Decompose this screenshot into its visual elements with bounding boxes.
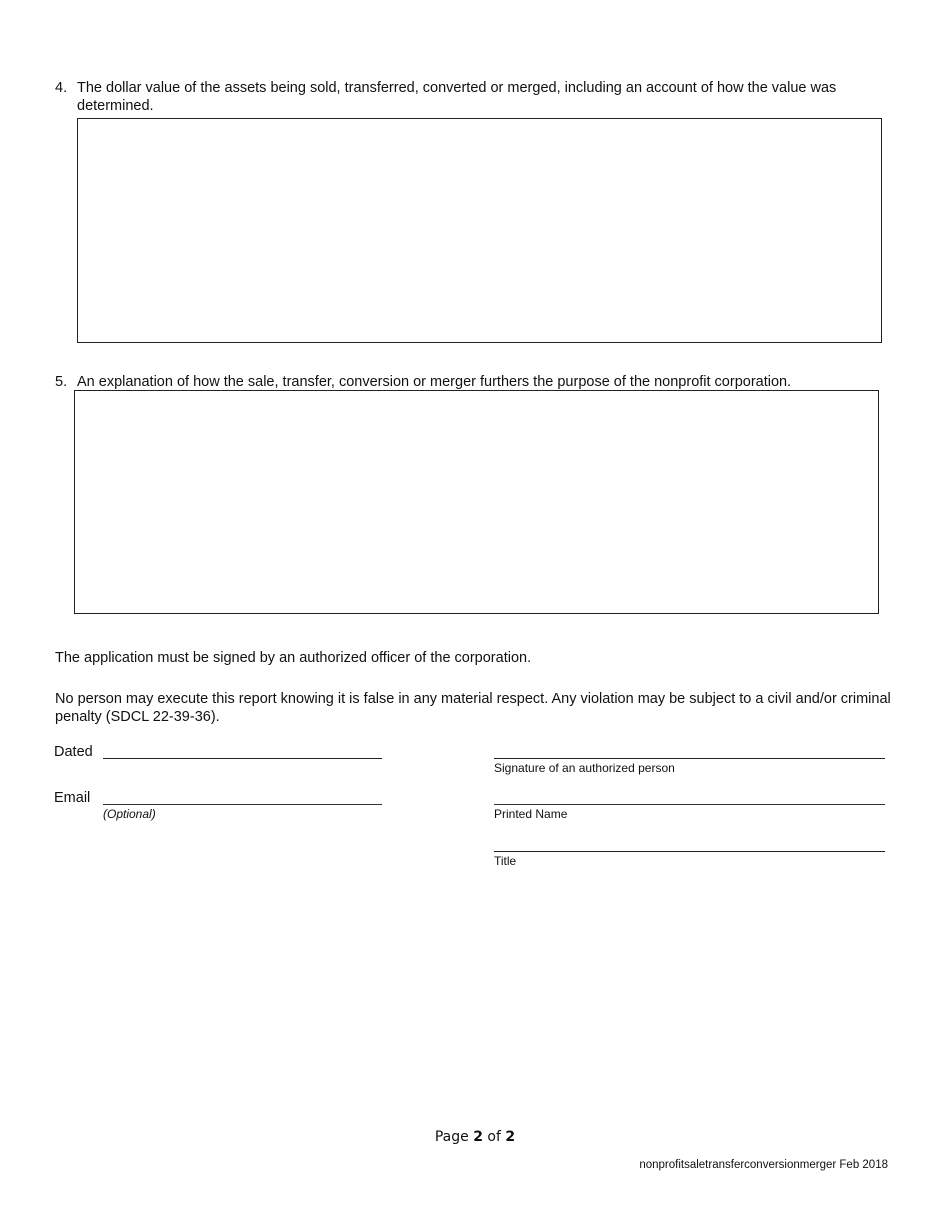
title-caption: Title [494,854,517,868]
form-id-footer: nonprofitsaletransferconversionmerger Feb 2018 [639,1159,888,1171]
question-5-number: 5. [55,374,68,390]
page-of: of [487,1129,501,1145]
dated-line[interactable] [103,758,382,759]
email-label: Email [54,790,91,806]
signature-line[interactable] [494,758,885,759]
question-4-text: The dollar value of the assets being sold, transferred, converted or merged, including an account of how the value was determined. [77,80,837,114]
email-optional-note: (Optional) [103,807,156,821]
question-4-number: 4. [55,80,68,96]
question-5-answer-box[interactable] [74,390,879,614]
title-line[interactable] [494,851,885,852]
email-line[interactable] [103,804,382,805]
question-4-answer[interactable] [78,119,881,135]
printed-name-line[interactable] [494,804,885,805]
page-current: 2 [473,1129,483,1145]
signature-caption: Signature of an authorized person [494,761,675,775]
dated-label: Dated [54,744,93,760]
question-5-text: An explanation of how the sale, transfer, conversion or merger furthers the purpose of the nonprofit corporation. [77,374,792,390]
printed-name-caption: Printed Name [494,807,568,821]
signature-notice: The application must be signed by an authorized officer of the corporation. [55,650,532,666]
page-prefix: Page [434,1129,469,1145]
question-4-answer-box[interactable] [77,118,882,343]
page-number [0,1129,950,1145]
penalty-notice: No person may execute this report knowing it is false in any material respect. Any violation may be subject to a civil and/or criminal penalty (SDCL 22-39-36). [55,691,891,725]
question-5-answer[interactable] [75,391,878,407]
page-total: 2 [505,1129,516,1145]
